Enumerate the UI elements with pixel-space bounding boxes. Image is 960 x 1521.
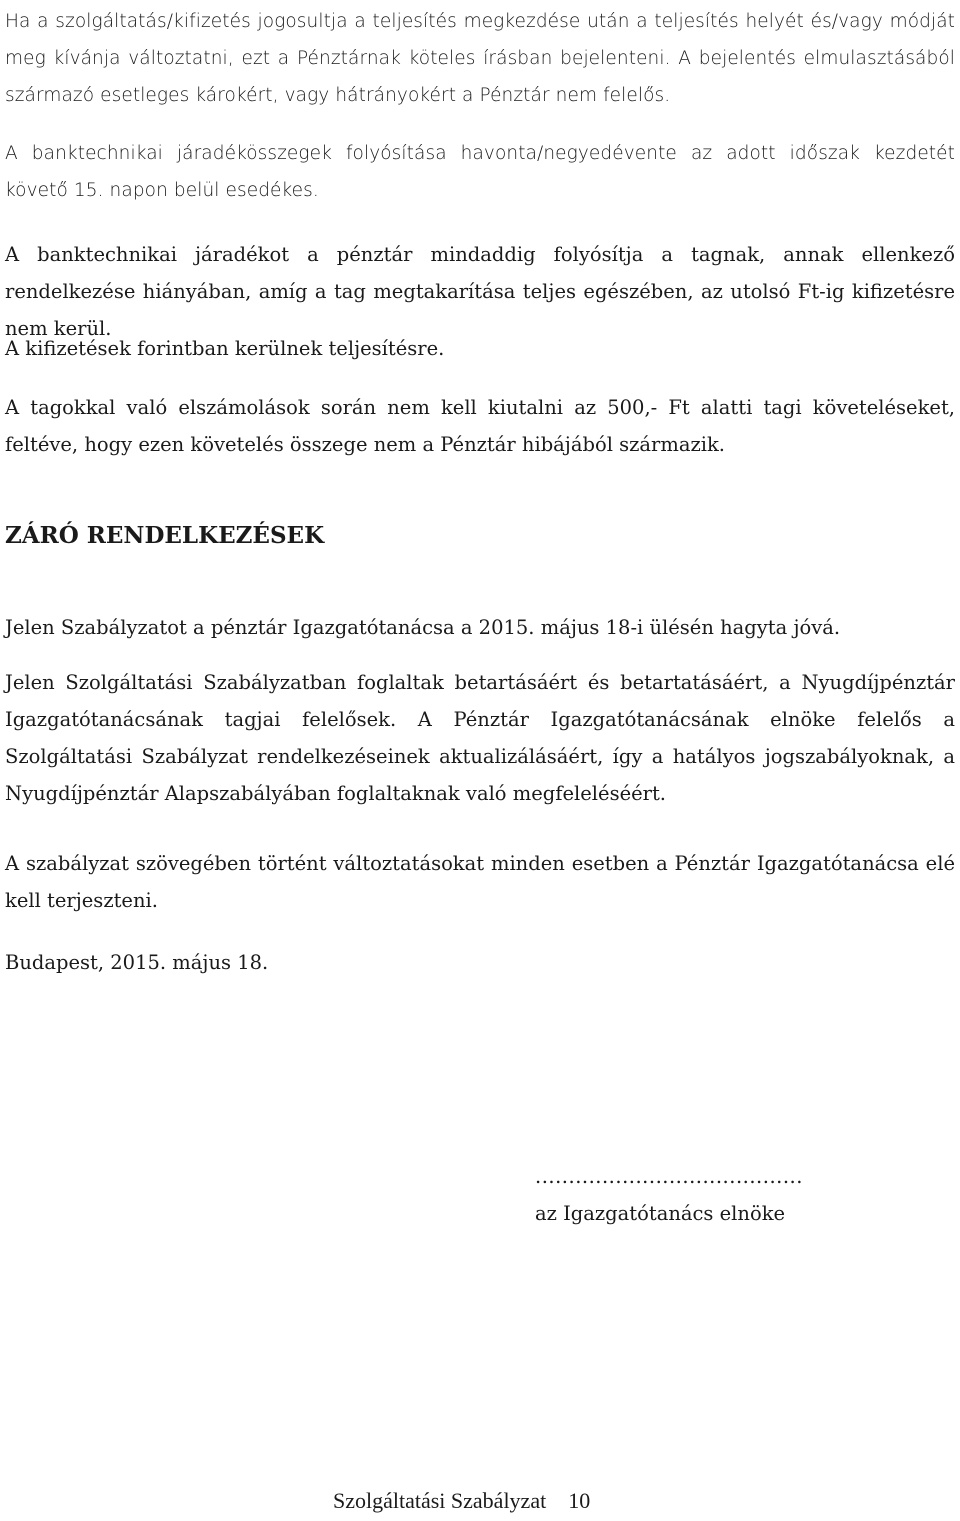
page-footer bbox=[333, 1488, 590, 1514]
signature-label: az Igazgatótanács elnöke bbox=[535, 1202, 786, 1225]
paragraph-currency: A kifizetések forintban kerülnek teljesítésre. bbox=[5, 337, 445, 360]
page-number: 10 bbox=[568, 1488, 591, 1513]
section-heading: ZÁRÓ RENDELKEZÉSEK bbox=[5, 522, 325, 549]
footer-title: Szolgáltatási Szabályzat bbox=[333, 1488, 547, 1513]
paragraph-approval: Jelen Szabályzatot a pénztár Igazgatótanácsa a 2015. május 18-i ülésén hagyta jóvá. bbox=[5, 616, 841, 639]
paragraph-settlement: A tagokkal való elszámolások során nem kell kiutalni az 500,- Ft alatti tagi követeléseket, feltéve, hogy ezen követelés összege nem a Pénztár hibájából származik. bbox=[5, 396, 955, 456]
paragraph-annuity-due: A banktechnikai járadékösszegek folyósítása havonta/negyedévente az adott időszak kezdetét követő 15. napon belül esedékes. bbox=[5, 143, 955, 201]
signature-line: ........................................ bbox=[535, 1165, 803, 1188]
paragraph-payment-change: Ha a szolgáltatás/kifizetés jogosultja a teljesítés megkezdése után a teljesítés helyét és/vagy módját meg kívánja változtatni, ezt a Pénztárnak köteles írásban bejelenteni. A bejelentés elmulasztásából származó esetleges károkért, vagy hátrányokért a Pénztár nem felelős. bbox=[5, 11, 955, 106]
paragraph-annuity-payment: A banktechnikai járadékot a pénztár mindaddig folyósítja a tagnak, annak ellenkező rendelkezése hiányában, amíg a tag megtakarítása teljes egészében, az utolsó Ft-ig kifizetésre nem kerül. bbox=[5, 243, 955, 340]
paragraph-responsibility: Jelen Szolgáltatási Szabályzatban foglaltak betartásáért és betartatásáért, a Nyugdíjpénztár Igazgatótanácsának tagjai felelősek. A Pénztár Igazgatótanácsának elnöke felelős a Szolgáltatási Szabályzat rendelkezéseinek aktualizálásáért, így a hatályos jogszabályoknak, a Nyugdíjpénztár Alapszabályában foglaltaknak való megfeleléséért. bbox=[5, 671, 955, 805]
paragraph-amendments: A szabályzat szövegében történt változtatásokat minden esetben a Pénztár Igazgatótanácsa elé kell terjeszteni. bbox=[5, 852, 955, 912]
place-date: Budapest, 2015. május 18. bbox=[5, 951, 269, 974]
